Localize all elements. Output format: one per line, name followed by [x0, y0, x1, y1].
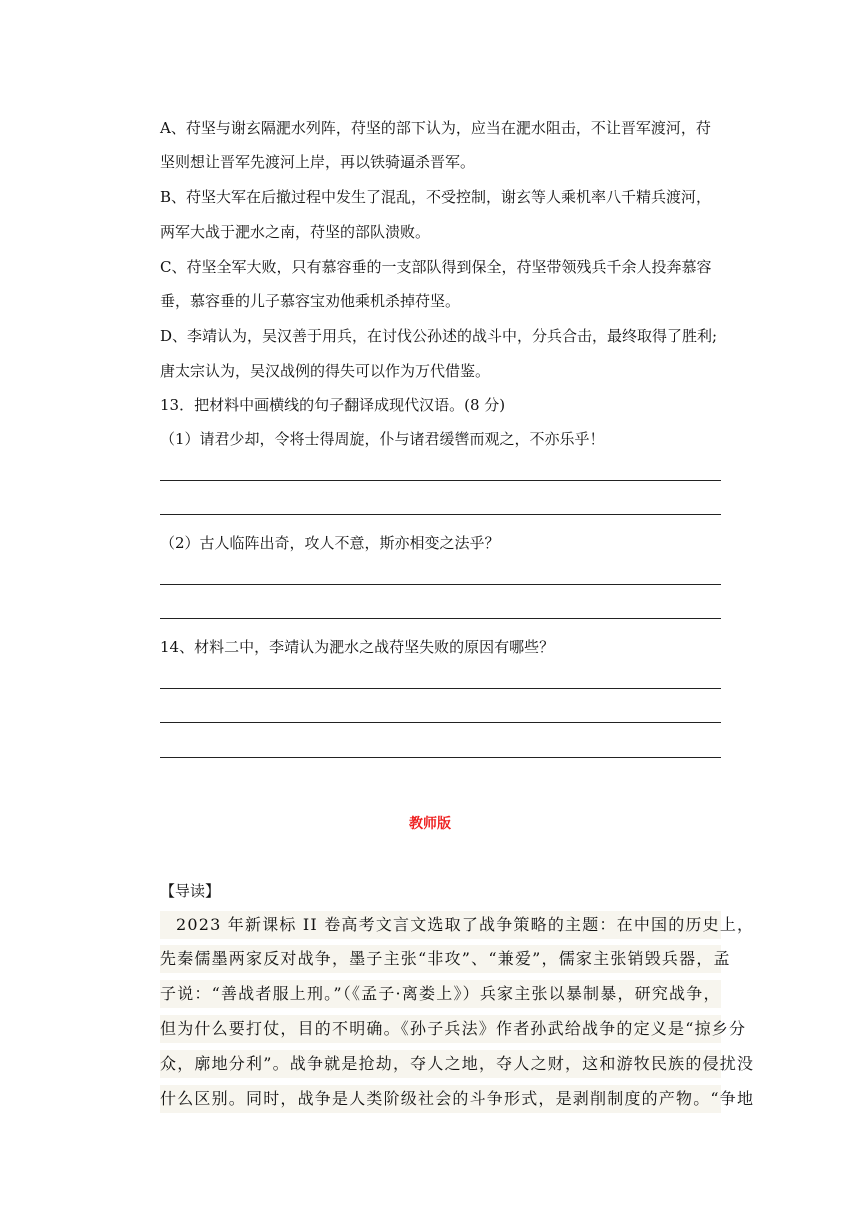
answer-line[interactable] — [160, 757, 721, 758]
answer-line[interactable] — [160, 722, 721, 723]
answer-line[interactable] — [160, 688, 721, 689]
question-13-sentence-1: （1）请君少却，令将士得周旋，仆与诸君缓辔而观之，不亦乐乎！ — [160, 430, 605, 448]
question-13-sentence-2: （2）古人临阵出奇，攻人不意，斯亦相变之法乎？ — [160, 534, 500, 552]
answer-line[interactable] — [160, 480, 721, 481]
guide-heading: 【导读】 — [160, 882, 221, 900]
option-c-line-2: 垂，慕容垂的儿子慕容宝劝他乘机杀掉苻坚。 — [160, 292, 461, 310]
guide-paragraph-line: 子说：“善战者服上刑。”（《孟子·离娄上》）兵家主张以暴制暴，研究战争， — [160, 984, 721, 1003]
guide-paragraph-line: 众，廓地分利”。战争就是抢劫，夺人之地，夺人之财，这和游牧民族的侵扰没 — [160, 1054, 755, 1073]
option-a-line-1: A、苻坚与谢玄隔淝水列阵，苻坚的部下认为，应当在淝水阻击，不让晋军渡河，苻 — [160, 119, 711, 137]
guide-paragraph-line: 先秦儒墨两家反对战争，墨子主张“非攻”、“兼爱”，儒家主张销毁兵器，孟 — [160, 949, 731, 968]
guide-paragraph-line: 2023 年新课标 II 卷高考文言文选取了战争策略的主题：在中国的历史上， — [176, 915, 755, 934]
guide-paragraph-line: 什么区别。同时，战争是人类阶级社会的斗争形式，是剥削制度的产物。“争地 — [160, 1089, 755, 1108]
question-13-title: 13．把材料中画横线的句子翻译成现代汉语。(8 分) — [160, 396, 506, 414]
option-d-line-1: D、李靖认为，吴汉善于用兵，在讨伐公孙述的战斗中，分兵合击，最终取得了胜利; — [160, 327, 718, 345]
answer-line[interactable] — [160, 514, 721, 515]
option-b-line-2: 两军大战于淝水之南，苻坚的部队溃败。 — [160, 223, 431, 241]
option-b-line-1: B、苻坚大军在后撤过程中发生了混乱，不受控制，谢玄等人乘机率八千精兵渡河， — [160, 188, 712, 206]
answer-line[interactable] — [160, 584, 721, 585]
answer-line[interactable] — [160, 618, 721, 619]
option-c-line-1: C、苻坚全军大败，只有慕容垂的一支部队得到保全，苻坚带领残兵千余人投奔慕容 — [160, 258, 712, 276]
option-d-line-2: 唐太宗认为，吴汉战例的得失可以作为万代借鉴。 — [160, 362, 491, 380]
teacher-version-heading: 教师版 — [409, 816, 451, 832]
guide-paragraph-line: 但为什么要打仗，目的不明确。《孙子兵法》作者孙武给战争的定义是“掠乡分 — [160, 1019, 747, 1038]
question-14-title: 14、材料二中，李靖认为淝水之战苻坚失败的原因有哪些？ — [160, 638, 555, 656]
option-a-line-2: 坚则想让晋军先渡河上岸，再以铁骑逼杀晋军。 — [160, 153, 476, 171]
